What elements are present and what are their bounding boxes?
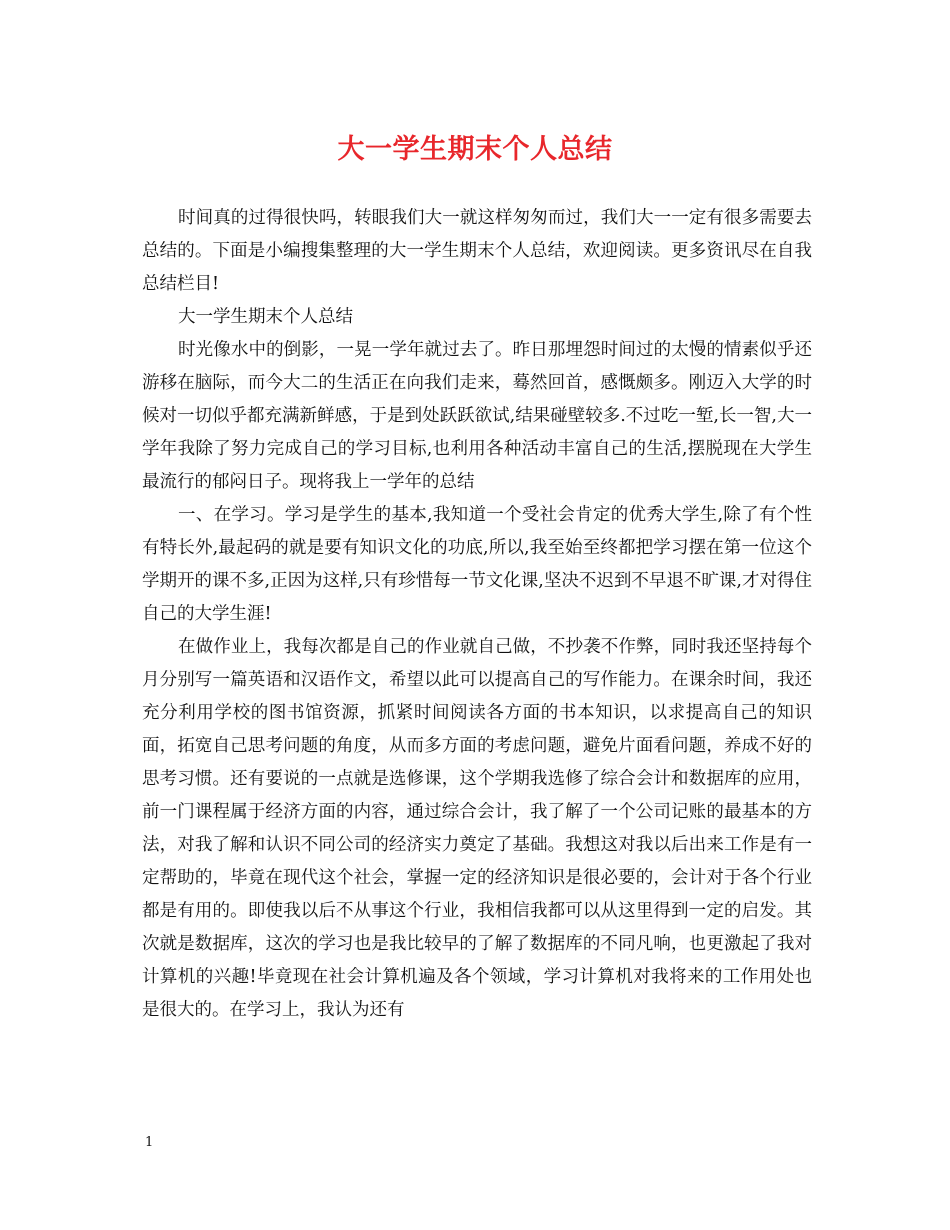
body-paragraph: 在做作业上，我每次都是自己的作业就自己做，不抄袭不作弊，同时我还坚持每个月分别写一篇英语和汉语作文，希望以此可以提高自己的写作能力。在课余时间，我还充分利用学校的图书馆资源，抓紧时间阅读各方面的书本知识，以求提高自己的知识面，拓宽自己思考问题的角度，从而多方面的考虑问题，避免片面看问题，养成不好的思考习惯。还有要说的一点就是选修课，这个学期我选修了综合会计和数据库的应用，前一门课程属于经济方面的内容，通过综合会计，我了解了一个公司记账的最基本的方法，对我了解和认识不同公司的经济实力奠定了基础。我想这对我以后出来工作是有一定帮助的，毕竟在现代这个社会，掌握一定的经济知识是很必要的，会计对于各个行业都是有用的。即使我以后不从事这个行业，我相信我都可以从这里得到一定的启发。其次就是数据库，这次的学习也是我比较早的了解了数据库的不同凡响，也更激起了我对计算机的兴趣!毕竟现在社会计算机遍及各个领域，学习计算机对我将来的工作用处也是很大的。在学习上，我认为还有	[142, 637, 812, 1020]
document-title: 大一学生期末个人总结	[337, 134, 613, 165]
section-heading: 大一学生期末个人总结	[178, 307, 353, 327]
intro-paragraph: 时间真的过得很快吗，转眼我们大一就这样匆匆而过，我们大一一定有很多需要去总结的。下面是小编搜集整理的大一学生期末个人总结，欢迎阅读。更多资讯尽在自我总结栏目!	[142, 208, 812, 294]
body-paragraph: 时光像水中的倒影，一晃一学年就过去了。昨日那埋怨时间过的太慢的情素似乎还游移在脑际，而今大二的生活正在向我们走来，蓦然回首，感慨颇多。刚迈入大学的时候对一切似乎都充满新鲜感，于是到处跃跃欲试,结果碰壁较多.不过吃一堑,长一智,大一学年我除了努力完成自己的学习目标,也利用各种活动丰富自己的生活,摆脱现在大学生最流行的郁闷日子。现将我上一学年的总结	[142, 340, 812, 492]
body-paragraph: 一、在学习。学习是学生的基本,我知道一个受社会肯定的优秀大学生,除了有个性有特长外,最起码的就是要有知识文化的功底,所以,我至始至终都把学习摆在第一位这个学期开的课不多,正因为这样,只有珍惜每一节文化课,坚决不迟到不早退不旷课,才对得住自己的大学生涯!	[142, 505, 812, 624]
document-body	[142, 202, 812, 1027]
page-number: 1	[145, 1135, 154, 1150]
